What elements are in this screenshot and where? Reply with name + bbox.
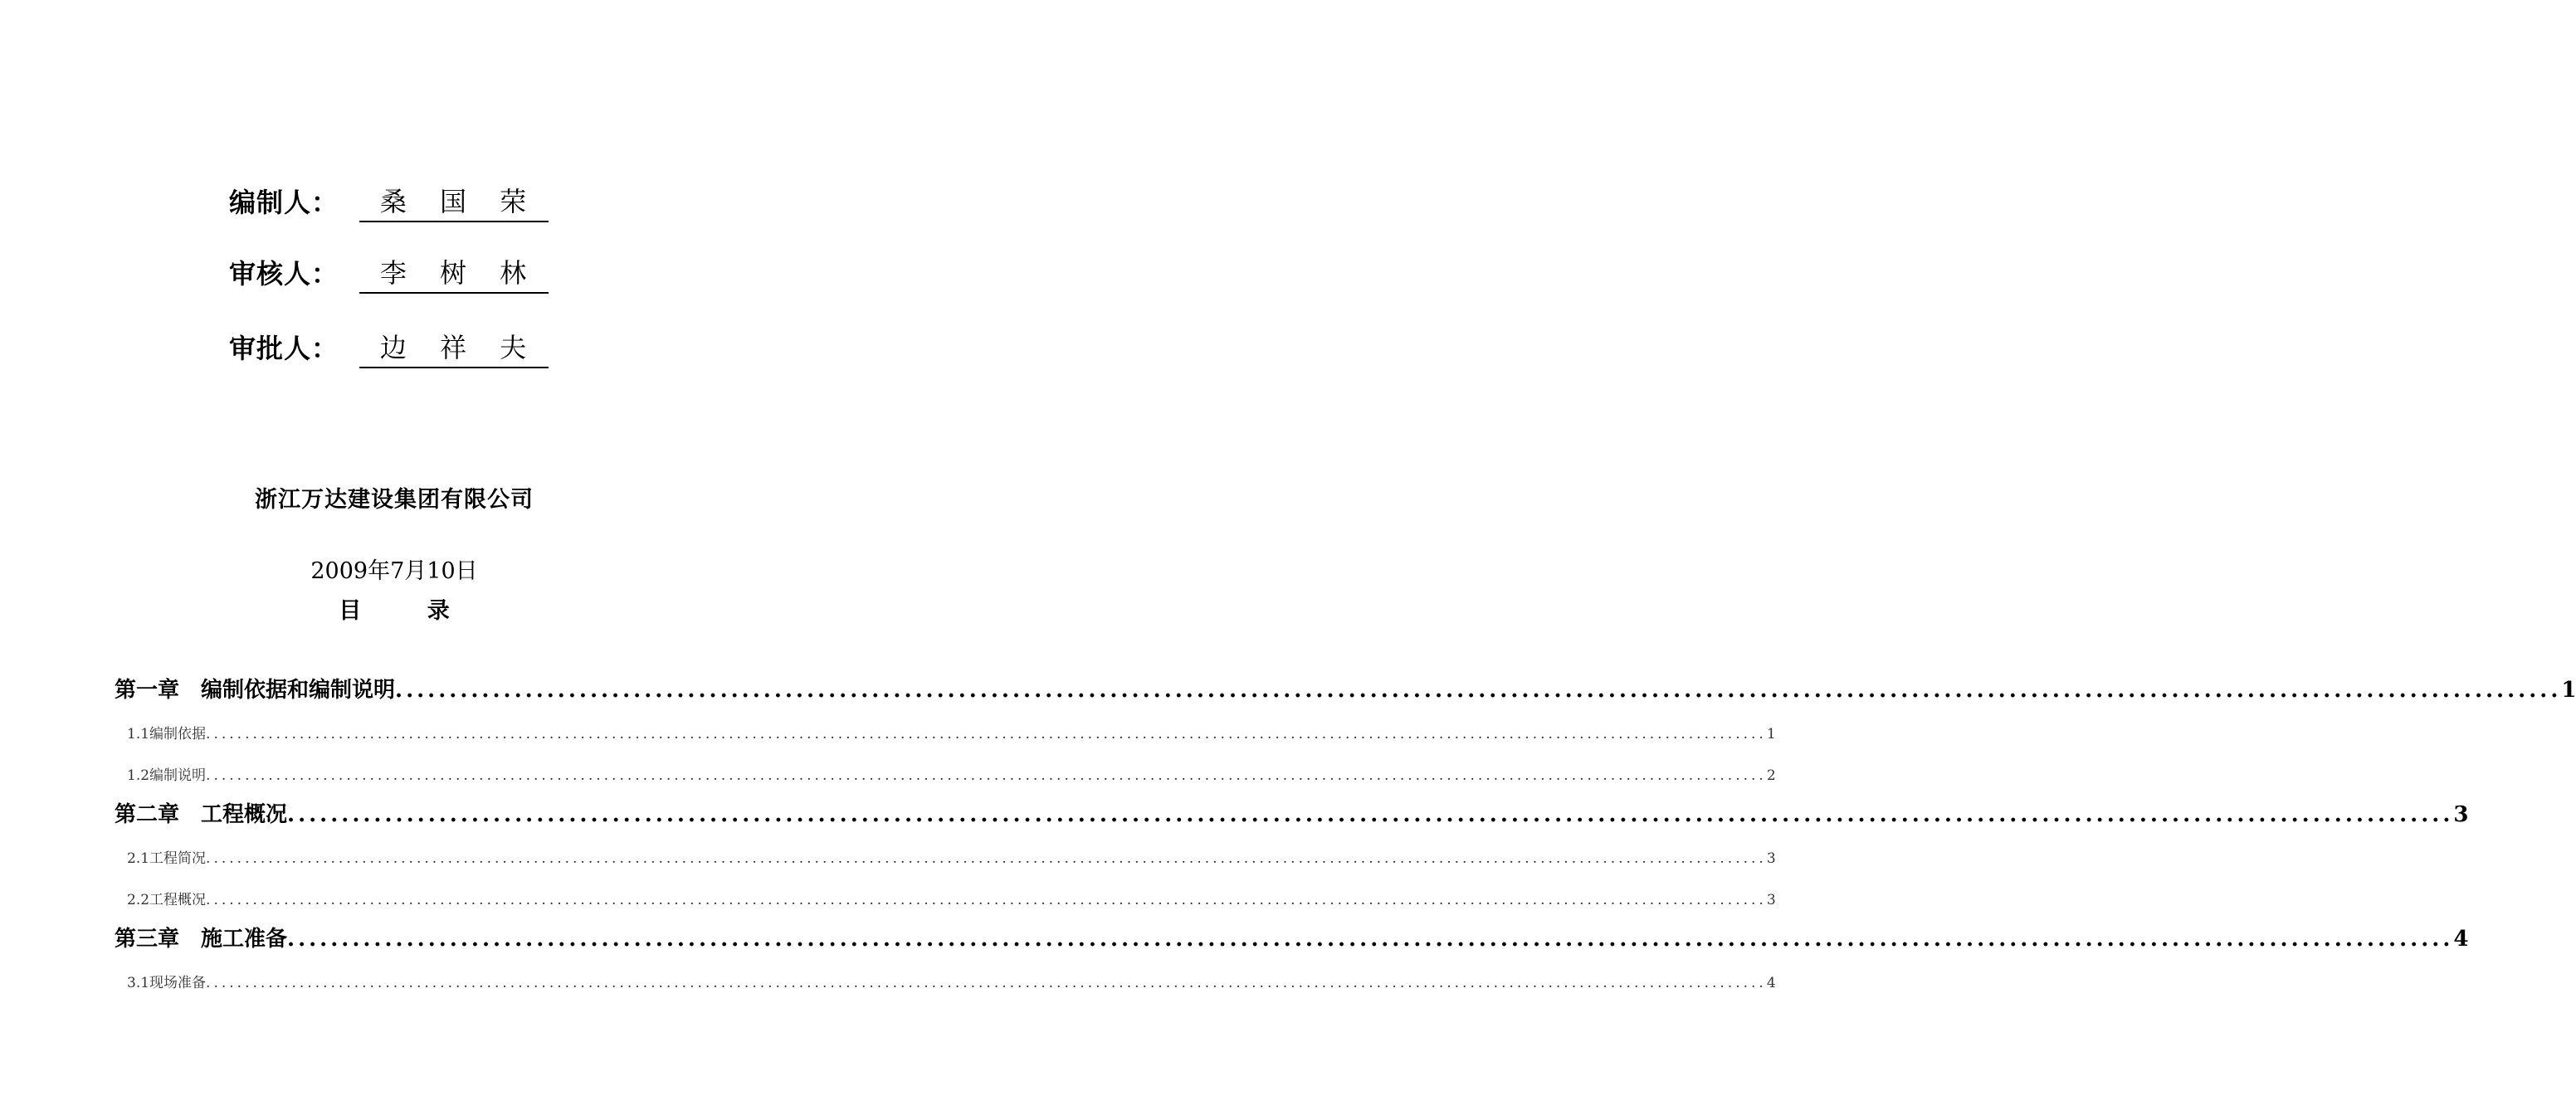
signatory-row-approver [229, 329, 561, 368]
table-of-contents [115, 672, 2576, 1004]
toc-entry-title: 2.1工程简况 [127, 850, 207, 867]
toc-section-entry[interactable] [115, 879, 1776, 921]
toc-chapter-entry[interactable] [115, 672, 2576, 713]
toc-page-number: 3 [2453, 802, 2469, 827]
toc-dot-leader: ........................................................................................................................................................................................................ [206, 767, 1767, 784]
toc-entry-title: 2.2工程概况 [127, 892, 207, 908]
compiler-label: 编制人： [229, 187, 339, 218]
toc-section-entry[interactable] [115, 962, 1776, 1004]
toc-title: 目 录 [339, 598, 450, 624]
reviewer-label: 审核人： [229, 258, 339, 290]
compiler-name: 桑 国 荣 [359, 183, 549, 222]
toc-page-number: 3 [1766, 850, 1776, 867]
toc-entry-title: 第二章 工程概况 [115, 802, 288, 827]
toc-dot-leader: ........................................................................................................................................................................................................ [287, 927, 2454, 952]
toc-page-number: 1 [1766, 726, 1776, 743]
toc-page-number: 2 [1766, 767, 1776, 784]
toc-entry-title: 3.1现场准备 [127, 975, 207, 991]
toc-dot-leader: ........................................................................................................................................................................................................ [395, 678, 2562, 703]
toc-section-entry[interactable] [115, 755, 1776, 796]
toc-section-entry[interactable] [115, 713, 1776, 755]
toc-entry-title: 1.2编制说明 [127, 767, 207, 784]
toc-page-number: 1 [2561, 678, 2576, 703]
toc-entry-title: 第一章 编制依据和编制说明 [115, 678, 396, 703]
toc-page-number: 3 [1766, 892, 1776, 908]
toc-dot-leader: ........................................................................................................................................................................................................ [206, 726, 1767, 743]
toc-entry-title: 第三章 施工准备 [115, 927, 288, 952]
toc-dot-leader: ........................................................................................................................................................................................................ [206, 892, 1767, 908]
company-name: 浙江万达建设集团有限公司 [255, 487, 534, 513]
toc-page-number: 4 [1766, 975, 1776, 991]
approver-name: 边 祥 夫 [359, 329, 549, 368]
toc-section-entry[interactable] [115, 838, 1776, 879]
reviewer-name: 李 树 林 [359, 254, 549, 294]
toc-chapter-entry[interactable] [115, 796, 2469, 838]
toc-dot-leader: ........................................................................................................................................................................................................ [287, 802, 2454, 827]
toc-dot-leader: ........................................................................................................................................................................................................ [206, 975, 1767, 991]
approver-label: 审批人： [229, 333, 339, 364]
toc-entry-title: 1.1编制依据 [127, 726, 207, 743]
toc-dot-leader: ........................................................................................................................................................................................................ [206, 850, 1767, 867]
signatory-row-compiler [229, 183, 561, 222]
document-date: 2009年7月10日 [310, 558, 478, 584]
toc-page-number: 4 [2453, 927, 2469, 952]
toc-chapter-entry[interactable] [115, 921, 2469, 962]
signatory-row-reviewer [229, 254, 561, 294]
